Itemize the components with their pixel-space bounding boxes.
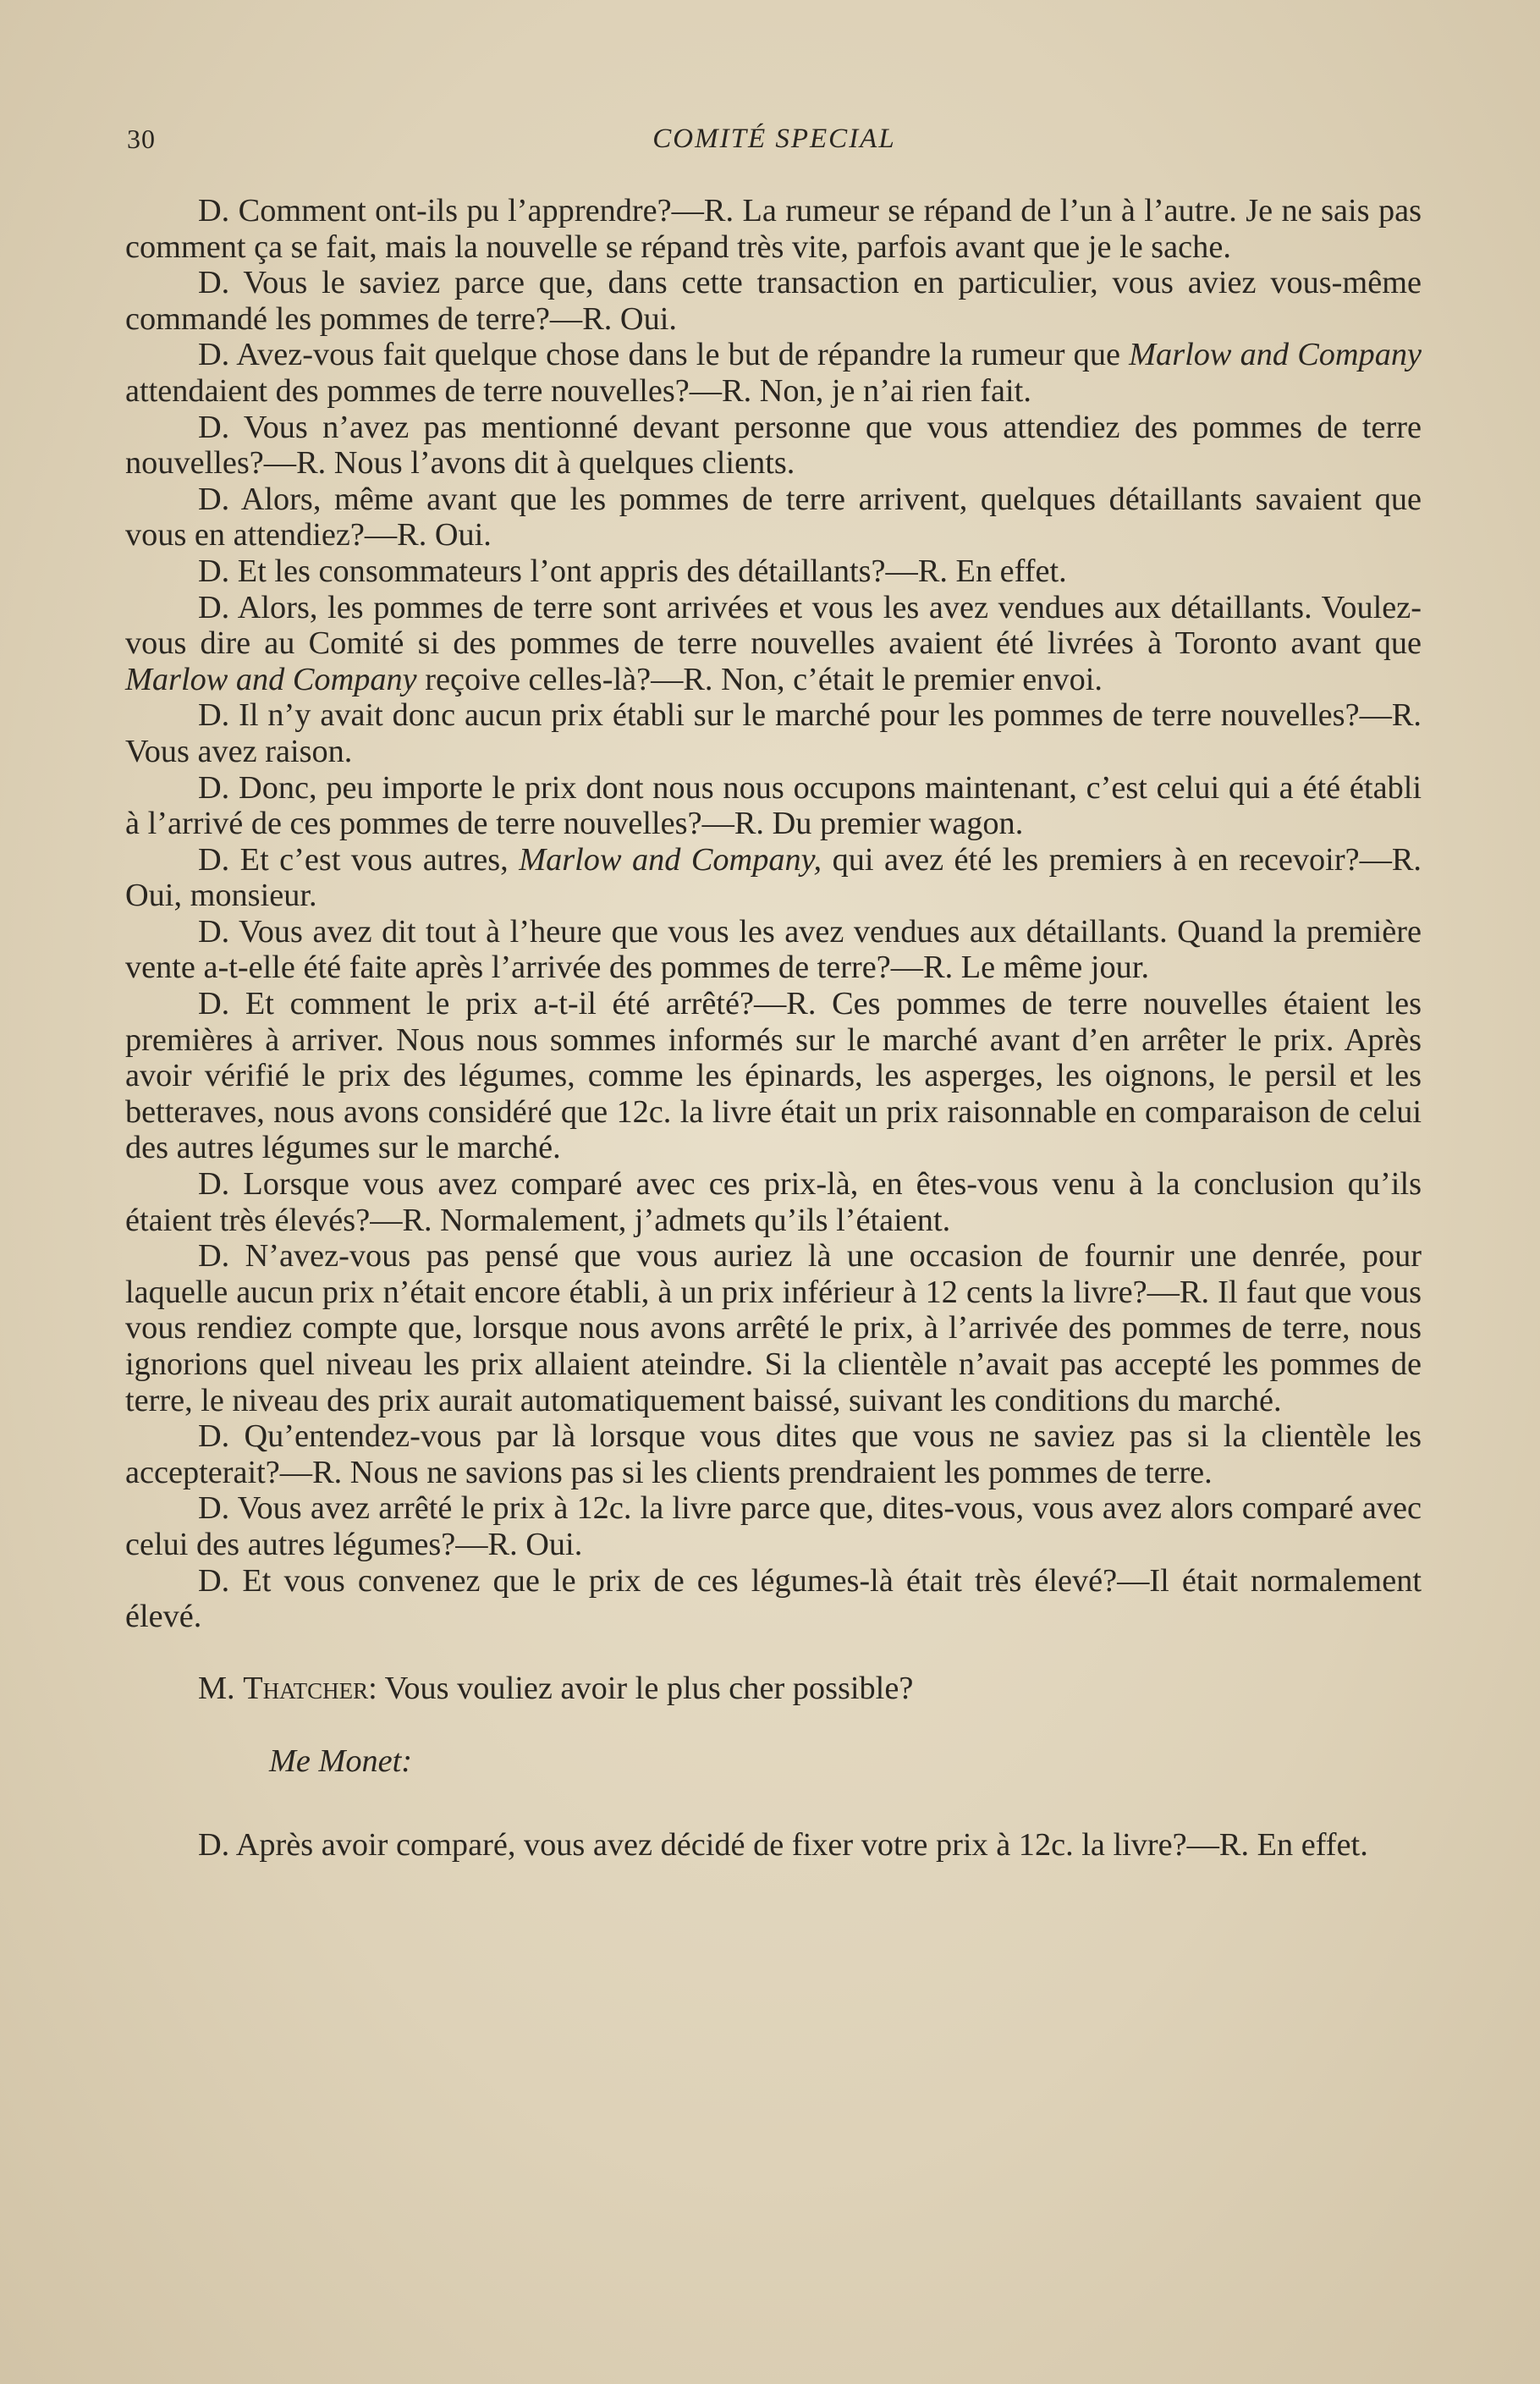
qa-paragraph: [125, 770, 1422, 842]
text-run: D. Alors, les pommes de terre sont arrivées et vous les avez vendues aux détaillants. Voulez-vous dire au Comité si des pommes de terre nouvelles avaient été livrées à Toronto avant que: [125, 589, 1422, 662]
body-text: [125, 193, 1422, 1864]
text-run: D. Vous avez arrêté le prix à 12c. la livre parce que, dites-vous, vous avez alors comparé avec celui des autres légumes?—R. Oui.: [125, 1490, 1422, 1562]
text-run: D. Et les consommateurs l’ont appris des détaillants?—R. En effet.: [198, 553, 1067, 589]
qa-paragraph: [125, 986, 1422, 1166]
italic-text: Marlow and Company: [1129, 337, 1422, 373]
text-run: : Vous vouliez avoir le plus cher possible?: [368, 1670, 914, 1706]
text-run: D. Après avoir comparé, vous avez décidé de fixer votre prix à 12c. la livre?—R. En effet.: [198, 1826, 1368, 1863]
qa-paragraph: [125, 1827, 1422, 1864]
text-run: D. Comment ont-ils pu l’apprendre?—R. La rumeur se répand de l’un à l’autre. Je ne sais pas comment ça se fait, mais la nouvelle se répand très vite, parfois avant que je le sache.: [125, 193, 1422, 265]
text-run: M.: [198, 1670, 244, 1706]
text-run: reçoive celles-là?—R. Non, c’était le premier envoi.: [416, 661, 1103, 697]
text-run: D. Et c’est vous autres,: [198, 841, 520, 878]
qa-paragraph: [125, 337, 1422, 409]
text-run: qui avez été les premiers à en recevoir?—R. Oui, monsieur.: [125, 841, 1422, 914]
qa-paragraph: [125, 914, 1422, 986]
qa-paragraph: [125, 265, 1422, 337]
qa-paragraph: [125, 1418, 1422, 1490]
text-run: D. Avez-vous fait quelque chose dans le but de répandre la rumeur que: [198, 337, 1130, 373]
qa-paragraph: [125, 193, 1422, 265]
qa-paragraph: [125, 410, 1422, 482]
text-run: D. Et comment le prix a-t-il été arrêté?—R. Ces pommes de terre nouvelles étaient les premières à arriver. Nous nous sommes informés sur le marché avant d’en arrêter le prix. Après avoir vérifié le prix des légumes, comme les épinards, les asperges, les oignons, le persil et les betteraves, nous avons considéré que 12c. la livre était un prix raisonnable en comparaison de celui des autres légumes sur le marché.: [125, 986, 1422, 1166]
qa-paragraph: [125, 1563, 1422, 1635]
italic-text: Marlow and Company,: [519, 841, 822, 878]
qa-paragraph: [125, 1166, 1422, 1238]
qa-paragraph: [125, 842, 1422, 914]
qa-paragraph: [125, 1238, 1422, 1418]
qa-paragraph: [125, 1490, 1422, 1562]
section-heading: [125, 1743, 1422, 1780]
text-run: D. Alors, même avant que les pommes de terre arrivent, quelques détaillants savaient que vous en attendiez?—R. Oui.: [125, 481, 1422, 553]
qa-paragraph: [125, 553, 1422, 590]
text-run: Me Monet:: [269, 1743, 413, 1780]
text-run: D. Lorsque vous avez comparé avec ces prix-là, en êtes-vous venu à la conclusion qu’ils étaient très élevés?—R. Normalement, j’admets qu’ils l’étaient.: [125, 1166, 1422, 1238]
text-run: D. Il n’y avait donc aucun prix établi sur le marché pour les pommes de terre nouvelles?—R. Vous avez raison.: [125, 697, 1422, 769]
text-run: D. Et vous convenez que le prix de ces légumes-là était très élevé?—Il était normalement élevé.: [125, 1562, 1422, 1635]
speaker-name: Thatcher: [243, 1670, 369, 1706]
text-run: D. Vous avez dit tout à l’heure que vous les avez vendues aux détaillants. Quand la première vente a-t-elle été faite après l’arrivée des pommes de terre?—R. Le même jour.: [125, 913, 1422, 986]
italic-text: Marlow and Company: [125, 661, 417, 697]
text-run: D. Donc, peu importe le prix dont nous nous occupons maintenant, c’est celui qui a été établi à l’arrivé de ces pommes de terre nouvelles?—R. Du premier wagon.: [125, 769, 1422, 842]
text-run: D. Vous le saviez parce que, dans cette transaction en particulier, vous aviez vous-même commandé les pommes de terre?—R. Oui.: [125, 265, 1422, 337]
page-header: [127, 124, 1422, 164]
text-run: attendaient des pommes de terre nouvelles?—R. Non, je n’ai rien fait.: [125, 372, 1031, 409]
page-number: 30: [127, 124, 156, 154]
text-run: D. Qu’entendez-vous par là lorsque vous dites que vous ne saviez pas si la clientèle les accepterait?—R. Nous ne savions pas si les clients prendraient les pommes de terre.: [125, 1418, 1422, 1490]
qa-paragraph: [125, 697, 1422, 769]
text-run: D. N’avez-vous pas pensé que vous auriez là une occasion de fournir une denrée, pour laquelle aucun prix n’était encore établi, à un prix inférieur à 12 cents la livre?—R. Il faut que vous vous rendiez compte que, lorsque nous avons arrêté le prix, à l’arrivée des pommes de terre, nous ignorions quel niveau les prix allaient ateindre. Si la clientèle n’avait pas accepté les pommes de terre, le niveau des prix aurait automatiquement baissé, suivant les conditions du marché.: [125, 1238, 1422, 1418]
speaker-paragraph: [125, 1671, 1422, 1707]
text-run: D. Vous n’avez pas mentionné devant personne que vous attendiez des pommes de terre nouvelles?—R. Nous l’avons dit à quelques clients.: [125, 409, 1422, 482]
running-head: COMITÉ SPECIAL: [652, 124, 896, 154]
qa-paragraph: [125, 590, 1422, 698]
qa-paragraph: [125, 482, 1422, 553]
